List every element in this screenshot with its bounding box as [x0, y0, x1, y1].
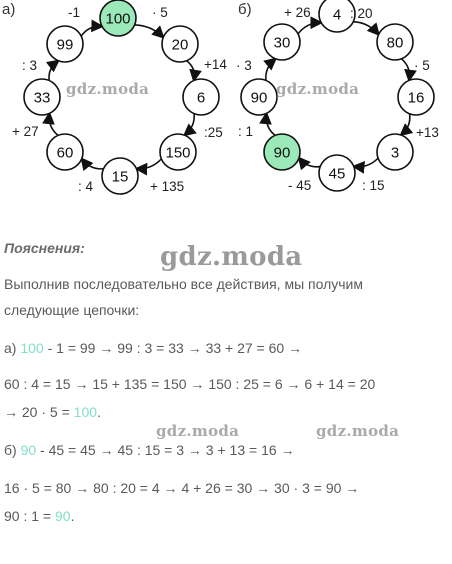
chain-a-line-3 [4, 404, 101, 420]
arrow [355, 158, 378, 167]
watermark-bottom-left: gdz.moda [156, 422, 240, 440]
node-value: 20 [171, 36, 189, 54]
operation-label: + 135 [150, 179, 185, 194]
operation-label: + 27 [12, 124, 39, 139]
number-node [47, 26, 83, 62]
number-node [264, 24, 300, 60]
chain-a-end: 100 [73, 404, 98, 420]
arrow [81, 26, 101, 36]
number-node [162, 26, 198, 62]
chain-b-text-1: - 45 = 45 → 45 : 15 = 3 → 3 + 13 = 16 → [36, 442, 295, 458]
number-node [319, 155, 355, 191]
arrow [135, 25, 163, 37]
chain-a-line-1 [4, 340, 302, 356]
arrow [300, 159, 320, 167]
node-value: 90 [273, 144, 291, 162]
chain-b-line-1 [4, 442, 295, 458]
arrow [266, 60, 275, 81]
operation-label: · 5 [414, 58, 430, 73]
node-value: 33 [33, 89, 51, 107]
node-value: 16 [407, 89, 425, 107]
number-node [102, 158, 138, 194]
chain-b-line-2: 16 · 5 = 80 → 80 : 20 = 4 → 4 + 26 = 30 → 30 · 3 = 90 → [4, 480, 360, 496]
watermark-center: gdz.moda [160, 242, 303, 272]
number-node [47, 134, 83, 170]
number-node [264, 134, 300, 170]
operation-label: : 1 [238, 124, 254, 139]
chain-b-prefix: б) [4, 442, 21, 458]
chain-b-start: 90 [20, 442, 37, 458]
operation-label: :25 [204, 125, 223, 140]
operation-label: +14 [204, 57, 227, 72]
node-value: 6 [196, 89, 206, 107]
node-value: 15 [111, 168, 129, 186]
node-value: 80 [386, 34, 404, 52]
arrow [49, 61, 57, 80]
number-node [100, 0, 136, 36]
node-value: 3 [390, 144, 400, 162]
operation-label: : 3 [22, 58, 38, 73]
diagram-a-label: а) [2, 1, 16, 18]
arrow [401, 59, 409, 79]
number-node [24, 79, 60, 115]
operation-label: + 26 [284, 5, 311, 20]
chain-b-line-3 [4, 508, 74, 524]
chain-a-text-3: → 20 · 5 = [4, 404, 74, 420]
chain-a-line-2: 60 : 4 = 15 → 15 + 135 = 150 → 150 : 25 = 6 → 6 + 14 = 20 [4, 376, 376, 392]
chain-a-prefix: а) [4, 340, 21, 356]
number-node [377, 134, 413, 170]
node-value: 60 [56, 144, 74, 162]
arrow [402, 114, 410, 134]
number-node [183, 79, 219, 115]
arrow [266, 115, 275, 136]
node-value: 150 [165, 144, 191, 162]
chain-a-text-1: - 1 = 99 → 99 : 3 = 33 → 33 + 27 = 60 → [43, 340, 303, 356]
operation-label: : 15 [362, 178, 385, 193]
operation-label: : 20 [350, 6, 373, 21]
watermark-b: gdz.moda [276, 80, 360, 98]
chain-b-text-3: 90 : 1 = [4, 508, 55, 524]
operation-label: : 4 [78, 179, 94, 194]
operation-label: -1 [68, 5, 81, 20]
watermark-bottom-right: gdz.moda [316, 422, 400, 440]
explanation-intro-1: Выполнив последовательно все действия, мы получим [4, 276, 363, 292]
arrow [187, 61, 195, 80]
operation-label: +13 [416, 125, 439, 140]
explanation-heading: Пояснения: [4, 240, 85, 256]
arrow [138, 159, 162, 169]
circle-diagram-a [0, 0, 232, 200]
node-value: 30 [273, 34, 291, 52]
arrow [82, 160, 103, 169]
arrow [185, 114, 194, 135]
operation-label: · 3 [236, 58, 252, 73]
node-value: 4 [332, 6, 342, 24]
node-value: 45 [328, 165, 346, 183]
diagram-b-label: б) [238, 1, 252, 18]
arrow [353, 22, 378, 34]
chain-a-start: 100 [20, 340, 44, 356]
chain-b-end: 90 [54, 508, 71, 524]
watermark-a: gdz.moda [66, 80, 150, 98]
node-value: 100 [105, 10, 131, 28]
arrow [49, 115, 58, 136]
number-node [241, 79, 277, 115]
circle-diagram-b [232, 0, 452, 200]
arrow [298, 23, 320, 34]
operation-label: · 5 [152, 5, 168, 20]
node-value: 90 [250, 89, 268, 107]
node-value: 99 [56, 36, 74, 54]
chain-b-dot: . [70, 508, 75, 524]
number-node [377, 24, 413, 60]
number-node [160, 134, 196, 170]
number-node [398, 79, 434, 115]
operation-label: - 45 [288, 178, 312, 193]
explanation-intro-2: следующие цепочки: [4, 302, 140, 318]
chain-a-dot: . [97, 404, 101, 420]
